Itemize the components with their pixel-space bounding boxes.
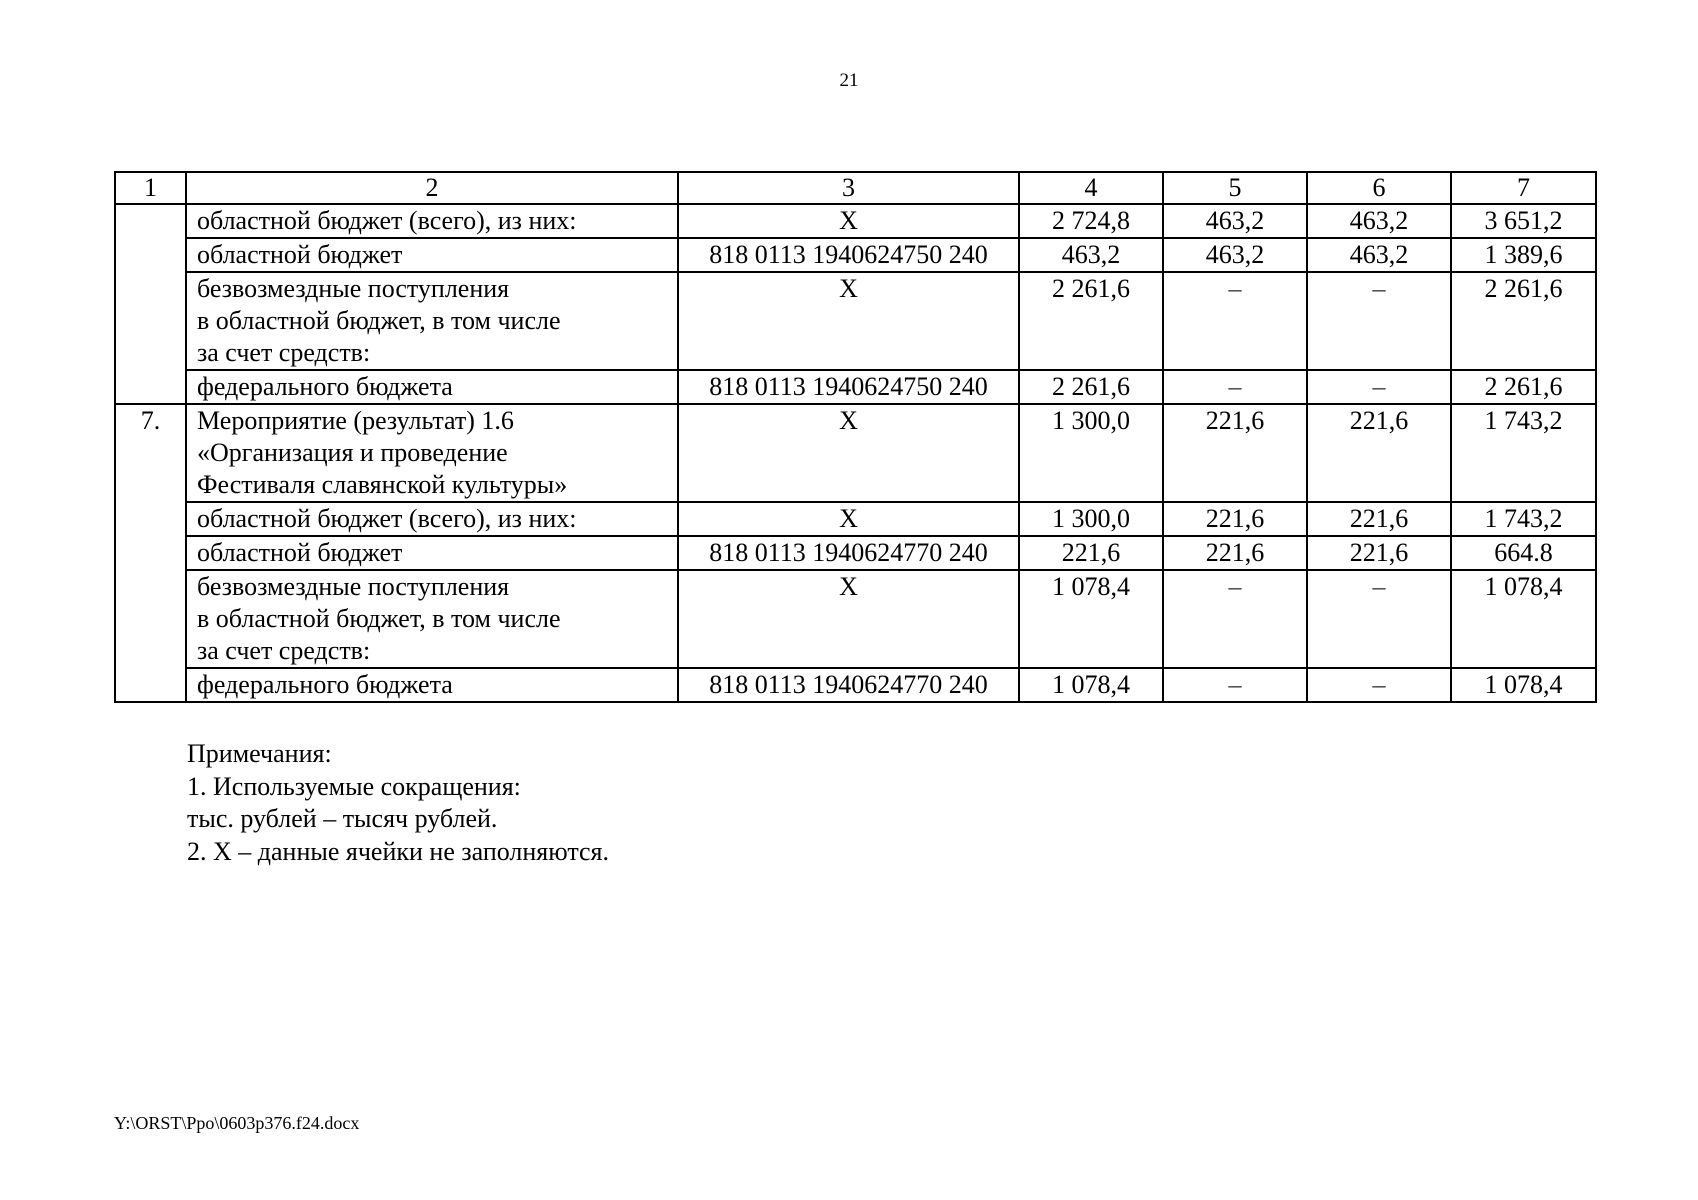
value-cell: 2 724,8 bbox=[1019, 204, 1163, 238]
value-cell: 463,2 bbox=[1019, 238, 1163, 272]
row-number-cell: 7. bbox=[115, 404, 186, 702]
name-line: безвозмездные поступления bbox=[197, 274, 510, 303]
value-cell: 2 261,6 bbox=[1019, 272, 1163, 370]
header-row bbox=[115, 172, 1596, 204]
name-line: в областной бюджет, в том числе bbox=[197, 604, 561, 633]
value-cell: – bbox=[1307, 570, 1451, 668]
header-cell: 3 bbox=[678, 172, 1019, 204]
name-line: в областной бюджет, в том числе bbox=[197, 306, 561, 335]
notes-block bbox=[187, 738, 609, 868]
name-cell bbox=[186, 404, 678, 502]
value-cell: – bbox=[1307, 668, 1451, 702]
code-cell: 818 0113 1940624770 240 bbox=[678, 536, 1019, 570]
footer-file-path: Y:\ORST\Ppo\0603p376.f24.docx bbox=[114, 1113, 360, 1133]
value-cell: 1 743,2 bbox=[1451, 502, 1596, 536]
code-cell: 818 0113 1940624770 240 bbox=[678, 668, 1019, 702]
value-cell: 221,6 bbox=[1163, 404, 1307, 502]
header-cell: 4 bbox=[1019, 172, 1163, 204]
name-line: «Организация и проведение bbox=[197, 438, 508, 467]
code-cell: X bbox=[678, 272, 1019, 370]
value-cell: 221,6 bbox=[1163, 502, 1307, 536]
name-cell bbox=[186, 570, 678, 668]
value-cell: 3 651,2 bbox=[1451, 204, 1596, 238]
value-cell: 221,6 bbox=[1307, 536, 1451, 570]
code-cell: X bbox=[678, 570, 1019, 668]
value-cell: – bbox=[1163, 668, 1307, 702]
value-cell: 664.8 bbox=[1451, 536, 1596, 570]
code-cell: X bbox=[678, 204, 1019, 238]
value-cell: – bbox=[1307, 370, 1451, 404]
value-cell: 221,6 bbox=[1307, 404, 1451, 502]
header-cell: 2 bbox=[186, 172, 678, 204]
value-cell: 463,2 bbox=[1163, 204, 1307, 238]
value-cell: 221,6 bbox=[1019, 536, 1163, 570]
value-cell: 463,2 bbox=[1163, 238, 1307, 272]
value-cell: 2 261,6 bbox=[1451, 272, 1596, 370]
code-cell: 818 0113 1940624750 240 bbox=[678, 370, 1019, 404]
header-cell: 1 bbox=[115, 172, 186, 204]
name-cell: областной бюджет bbox=[186, 238, 678, 272]
name-line: Фестиваля славянской культуры» bbox=[197, 470, 568, 499]
value-cell: 1 078,4 bbox=[1451, 668, 1596, 702]
notes-title: Примечания: bbox=[187, 739, 332, 768]
name-cell bbox=[186, 272, 678, 370]
table-row bbox=[115, 502, 1596, 536]
value-cell: – bbox=[1307, 272, 1451, 370]
value-cell: – bbox=[1163, 272, 1307, 370]
value-cell: 1 743,2 bbox=[1451, 404, 1596, 502]
value-cell: – bbox=[1163, 370, 1307, 404]
name-cell: федерального бюджета bbox=[186, 370, 678, 404]
value-cell: 1 300,0 bbox=[1019, 404, 1163, 502]
value-cell: – bbox=[1163, 570, 1307, 668]
name-cell: областной бюджет (всего), из них: bbox=[186, 502, 678, 536]
table-row bbox=[115, 570, 1596, 668]
notes-line: 1. Используемые сокращения: bbox=[187, 771, 521, 801]
page-number: 21 bbox=[839, 70, 859, 91]
value-cell: 463,2 bbox=[1307, 238, 1451, 272]
name-cell: областной бюджет (всего), из них: bbox=[186, 204, 678, 238]
value-cell: 221,6 bbox=[1307, 502, 1451, 536]
value-cell: 2 261,6 bbox=[1451, 370, 1596, 404]
table-row bbox=[115, 272, 1596, 370]
code-cell: 818 0113 1940624750 240 bbox=[678, 238, 1019, 272]
name-line: за счет средств: bbox=[197, 636, 371, 665]
budget-table bbox=[114, 171, 1597, 703]
value-cell: 1 300,0 bbox=[1019, 502, 1163, 536]
notes-line: 2. X – данные ячейки не заполняются. bbox=[187, 836, 610, 866]
value-cell: 1 389,6 bbox=[1451, 238, 1596, 272]
name-line: за счет средств: bbox=[197, 338, 371, 367]
name-line: Мероприятие (результат) 1.6 bbox=[197, 406, 514, 435]
name-cell: федерального бюджета bbox=[186, 668, 678, 702]
header-cell: 5 bbox=[1163, 172, 1307, 204]
value-cell: 463,2 bbox=[1307, 204, 1451, 238]
value-cell: 1 078,4 bbox=[1451, 570, 1596, 668]
header-cell: 7 bbox=[1451, 172, 1596, 204]
value-cell: 221,6 bbox=[1163, 536, 1307, 570]
value-cell: 2 261,6 bbox=[1019, 370, 1163, 404]
table-row bbox=[115, 668, 1596, 702]
name-cell: областной бюджет bbox=[186, 536, 678, 570]
table-row bbox=[115, 370, 1596, 404]
code-cell: X bbox=[678, 404, 1019, 502]
notes-line: тыс. рублей – тысяч рублей. bbox=[187, 804, 498, 833]
value-cell: 1 078,4 bbox=[1019, 668, 1163, 702]
table-row bbox=[115, 238, 1596, 272]
table-row bbox=[115, 536, 1596, 570]
value-cell: 1 078,4 bbox=[1019, 570, 1163, 668]
name-line: безвозмездные поступления bbox=[197, 572, 510, 601]
code-cell: X bbox=[678, 502, 1019, 536]
table-row bbox=[115, 204, 1596, 238]
row-number-cell bbox=[115, 204, 186, 404]
header-cell: 6 bbox=[1307, 172, 1451, 204]
table-row bbox=[115, 404, 1596, 502]
